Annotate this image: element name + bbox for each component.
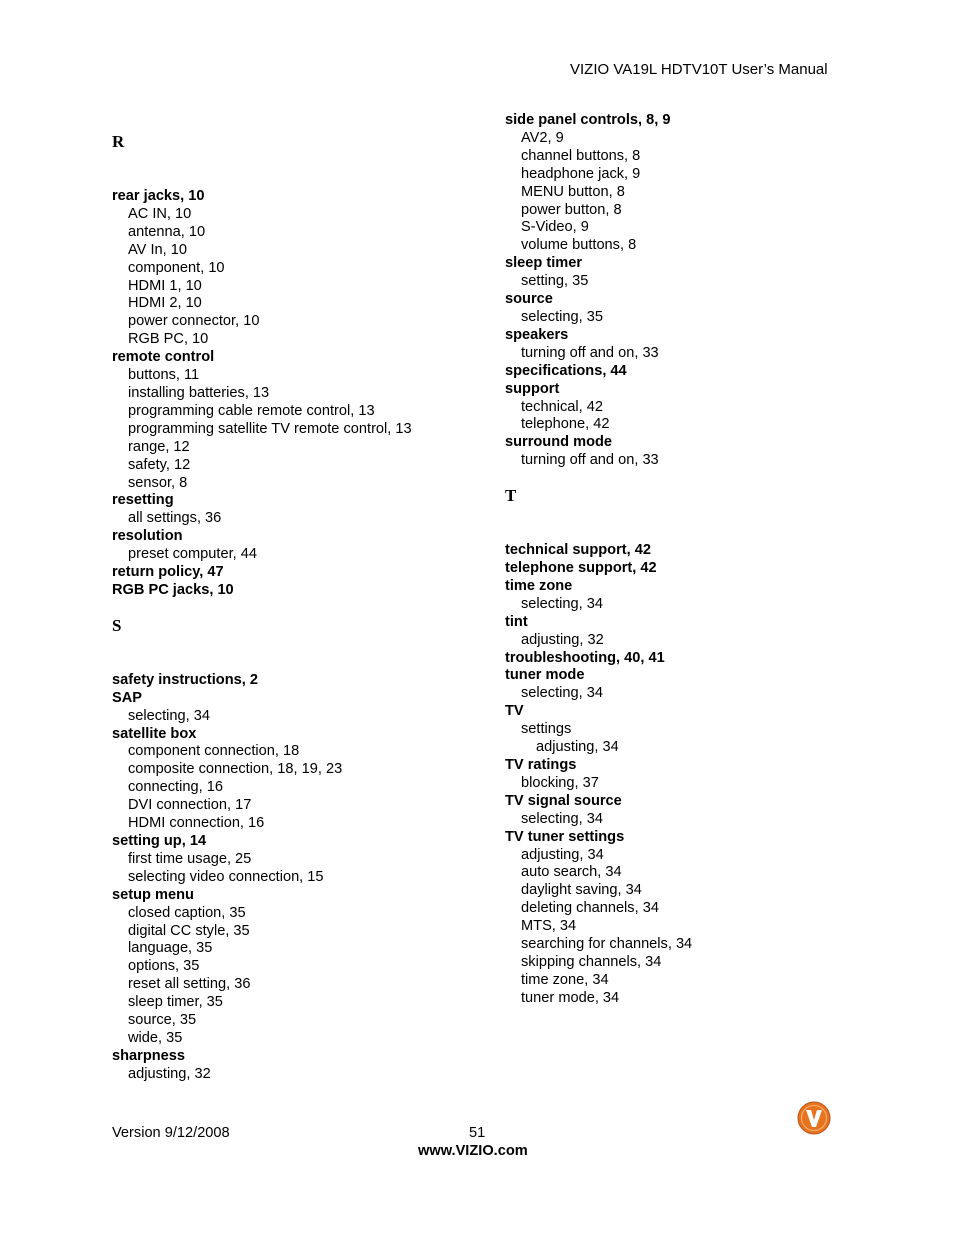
- index-subentry: volume buttons, 8: [521, 237, 637, 254]
- index-subentry: S-Video, 9: [521, 219, 589, 236]
- index-entry: TV signal source: [505, 792, 622, 809]
- index-subentry: buttons, 11: [128, 367, 200, 384]
- index-subentry: programming satellite TV remote control, 13: [128, 420, 412, 437]
- index-subentry: blocking, 37: [521, 774, 599, 791]
- index-entry: tuner mode: [505, 667, 585, 684]
- index-entry: speakers: [505, 326, 569, 343]
- index-subentry: setting, 35: [521, 273, 589, 290]
- index-subentry: settings: [521, 721, 572, 738]
- index-subentry: installing batteries, 13: [128, 384, 270, 401]
- index-subentry: deleting channels, 34: [521, 900, 659, 917]
- index-subentry: preset computer, 44: [128, 546, 257, 563]
- index-subentry: selecting, 34: [521, 810, 603, 827]
- index-entry: setting up, 14: [112, 833, 207, 849]
- index-entry: SAP: [112, 689, 143, 706]
- index-subentry: AV In, 10: [128, 241, 187, 258]
- index-subentry: MTS, 34: [521, 918, 577, 935]
- index-subentry: AV2, 9: [521, 129, 564, 146]
- index-entry: telephone support, 42: [505, 560, 657, 577]
- spacer: [505, 470, 905, 486]
- index-subentry: sensor, 8: [128, 474, 188, 491]
- index-entry: RGB PC jacks, 10: [112, 581, 234, 598]
- index-column-right: [505, 112, 905, 1008]
- section-letter: S: [112, 615, 122, 635]
- index-entry: rear jacks, 10: [112, 188, 205, 204]
- index-subentry: adjusting, 32: [521, 631, 604, 648]
- index-entry: time zone: [505, 577, 573, 594]
- index-subentry: closed caption, 35: [128, 904, 246, 921]
- index-subentry: selecting, 34: [521, 685, 603, 702]
- index-subentry: skipping channels, 34: [521, 953, 662, 970]
- index-subentry: connecting, 16: [128, 779, 223, 796]
- index-subentry: selecting, 34: [128, 707, 210, 724]
- index-subentry: AC IN, 10: [128, 205, 192, 222]
- index-entry: source: [505, 291, 553, 308]
- index-entry: tint: [505, 613, 528, 630]
- index-subentry: antenna, 10: [128, 223, 206, 240]
- index-entry: return policy, 47: [112, 564, 224, 581]
- index-subentry: component, 10: [128, 259, 225, 276]
- index-subentry: searching for channels, 34: [521, 936, 693, 953]
- index-entry: side panel controls, 8, 9: [505, 112, 671, 128]
- index-subentry: language, 35: [128, 940, 213, 957]
- index-subentry: digital CC style, 35: [128, 922, 250, 939]
- index-subentry: composite connection, 18, 19, 23: [128, 761, 343, 778]
- spacer: [112, 600, 512, 616]
- index-entry: safety instructions, 2: [112, 671, 258, 688]
- section-letter: R: [112, 132, 125, 151]
- index-subentry: adjusting, 34: [521, 846, 604, 863]
- index-entry: TV: [505, 703, 524, 720]
- index-entry: sleep timer: [505, 255, 583, 272]
- index-entry: support: [505, 380, 560, 397]
- index-entry: setup menu: [112, 886, 194, 903]
- index-subentry: MENU button, 8: [521, 183, 625, 200]
- index-subentry: HDMI 2, 10: [128, 295, 202, 312]
- footer-version: Version 9/12/2008: [112, 1125, 230, 1141]
- spacer: [112, 636, 512, 672]
- vizio-logo-icon: [797, 1101, 831, 1135]
- index-entry: specifications, 44: [505, 362, 627, 379]
- index-subentry: turning off and on, 33: [521, 452, 659, 469]
- index-entry: TV ratings: [505, 757, 577, 773]
- index-entry: resolution: [112, 528, 183, 545]
- index-subentry: DVI connection, 17: [128, 797, 252, 814]
- index-entry: troubleshooting, 40, 41: [505, 649, 665, 666]
- index-subentry: turning off and on, 33: [521, 344, 659, 361]
- index-subentry: all settings, 36: [128, 510, 222, 527]
- index-subentry: reset all setting, 36: [128, 976, 251, 993]
- index-entry: technical support, 42: [505, 542, 651, 559]
- index-subentry: HDMI connection, 16: [128, 815, 265, 832]
- index-subentry: power connector, 10: [128, 313, 260, 330]
- index-subentry: selecting, 35: [521, 308, 603, 325]
- index-subentry: adjusting, 32: [128, 1065, 211, 1082]
- manual-title: VIZIO VA19L HDTV10T User’s Manual: [570, 61, 828, 78]
- section-letter: T: [505, 486, 517, 506]
- index-entry: resetting: [112, 492, 174, 509]
- index-subentry: RGB PC, 10: [128, 331, 209, 348]
- index-subentry: programming cable remote control, 13: [128, 402, 375, 419]
- index-subentry: tuner mode, 34: [521, 989, 620, 1006]
- index-subentry: channel buttons, 8: [521, 147, 641, 164]
- index-subentry: selecting video connection, 15: [128, 868, 324, 885]
- index-entry: sharpness: [112, 1047, 186, 1064]
- index-subentry: options, 35: [128, 958, 200, 975]
- index-subentry: technical, 42: [521, 398, 603, 415]
- index-subentry: sleep timer, 35: [128, 994, 223, 1011]
- index-subentry: power button, 8: [521, 201, 622, 218]
- index-entry: satellite box: [112, 725, 197, 742]
- index-subentry: HDMI 1, 10: [128, 277, 202, 294]
- index-subentry: range, 12: [128, 438, 190, 455]
- index-subentry: wide, 35: [128, 1029, 183, 1046]
- index-subentry: selecting, 34: [521, 595, 603, 612]
- spacer: [112, 152, 512, 188]
- index-subentry: auto search, 34: [521, 864, 622, 881]
- index-subentry: component connection, 18: [128, 743, 300, 760]
- index-entry: TV tuner settings: [505, 828, 625, 845]
- spacer: [505, 506, 905, 542]
- index-entry: surround mode: [505, 434, 613, 451]
- index-subsubentry: adjusting, 34: [536, 739, 619, 756]
- page-number: 51: [469, 1125, 486, 1141]
- index-subentry: time zone, 34: [521, 971, 609, 988]
- index-subentry: first time usage, 25: [128, 850, 252, 867]
- index-subentry: telephone, 42: [521, 416, 610, 433]
- index-subentry: source, 35: [128, 1012, 197, 1029]
- footer-url[interactable]: www.VIZIO.com: [418, 1143, 528, 1159]
- index-subentry: safety, 12: [128, 456, 191, 473]
- index-entry: remote control: [112, 349, 215, 366]
- index-subentry: daylight saving, 34: [521, 882, 642, 899]
- index-column-left: [112, 132, 512, 1084]
- index-subentry: headphone jack, 9: [521, 165, 641, 182]
